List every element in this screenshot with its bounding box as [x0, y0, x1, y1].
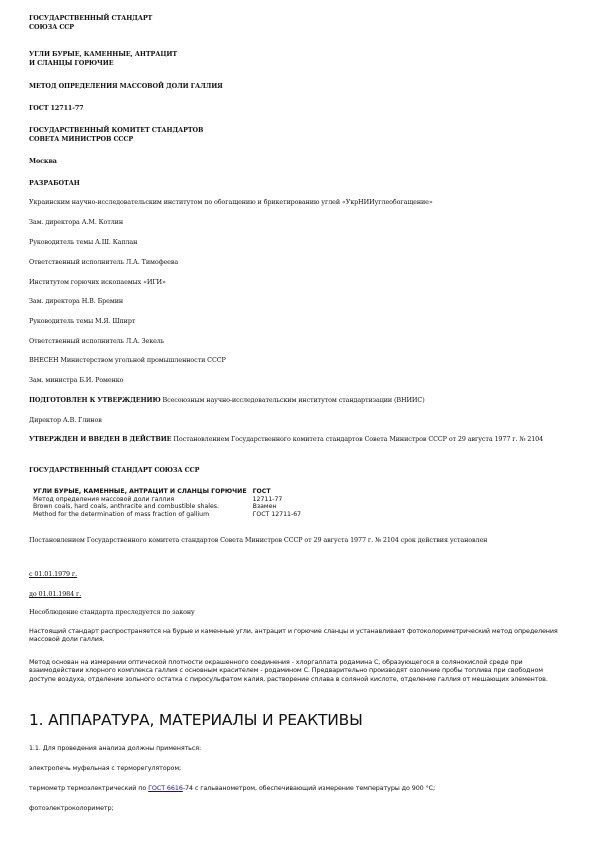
- section-p1: 1.1. Для проведения анализа должны применяться:: [29, 744, 202, 752]
- developed-org2: Институтом горючих ископаемых «ИГИ»: [29, 278, 166, 286]
- director-line: Директор А.В. Глинов: [29, 416, 102, 424]
- doc-header-line1: ГОСУДАРСТВЕННЫЙ СТАНДАРТ: [29, 14, 153, 22]
- title-table-row: [33, 488, 305, 496]
- validity-to: до 01.01.1984 г.: [29, 590, 82, 598]
- gost-6616-link[interactable]: ГОСТ 6616: [148, 784, 183, 792]
- developed-person6: Ответственный исполнитель Л.А. Зекель: [29, 337, 165, 345]
- title-table-row: [33, 511, 305, 519]
- title-table-right: ГОСТ: [252, 488, 271, 495]
- section-p3-end: -74 с гальванометром, обеспечивающий измерение температуры до 900 °С;: [182, 784, 436, 792]
- method-paragraph: Метод основан на измерении оптической плотности окрашенного соединения - хлоргаллата родамина С, образующегося в солянокислой среде при взаимодействии хлорного комплекса галлия с основным красителем - родамином С. Предварительно производят озоление пробы топлива при свободном доступе воздуха, отделение зольного остатка с пиросульфатом калия, растворение сплава в соляной кислоте, отделение галлия от мешающих элементов.: [29, 658, 548, 683]
- scope-paragraph: Настоящий стандарт распространяется на бурые и каменные угли, антрацит и горючие сланцы и устанавливает фотоколориметрический метод определения массовой доли галлия.: [29, 627, 558, 644]
- validity-text: Постановлением Государственного комитета стандартов Совета Министров СССР от 29 августа 1977 г. № 2104 срок действия установлен: [29, 536, 488, 544]
- doc-method: МЕТОД ОПРЕДЕЛЕНИЯ МАССОВОЙ ДОЛИ ГАЛЛИЯ: [29, 82, 223, 90]
- developed-person2: Руководитель темы А.Ш. Каплан: [29, 238, 138, 246]
- section-heading: 1. АППАРАТУРА, МАТЕРИАЛЫ И РЕАКТИВЫ: [29, 711, 363, 729]
- section-p3: [29, 784, 435, 792]
- section-p4: фотоэлектроколориметр;: [29, 804, 114, 812]
- prepared-line: [29, 396, 425, 404]
- approved-line: [29, 435, 564, 443]
- prepared-label: ПОДГОТОВЛЕН К УТВЕРЖДЕНИЮ: [29, 396, 161, 404]
- title-table-row: [33, 503, 305, 511]
- developed-person4: Зам. директора Н.В. Бремин: [29, 297, 124, 305]
- prepared-text: Всесоюзным научно-исследовательским институтом стандартизации (ВНИИС): [160, 396, 425, 404]
- introduced-line: ВНЕСЕН Министерством угольной промышленности СССР: [29, 356, 226, 364]
- approved-text: Постановлением Государственного комитета стандартов Совета Министров СССР от 29 августа 1977 г. № 2104: [171, 435, 544, 443]
- doc-title-line1: УГЛИ БУРЫЕ, КАМЕННЫЕ, АНТРАЦИТ: [29, 50, 177, 58]
- doc-city: Москва: [29, 157, 57, 165]
- section-p2: электропечь муфельная с терморегулятором;: [29, 764, 182, 772]
- title-table: [33, 488, 305, 518]
- doc-committee-line2: СОВЕТА МИНИСТРОВ СССР: [29, 135, 134, 143]
- validity-from: с 01.01.1979 г.: [29, 570, 78, 578]
- doc-committee-line1: ГОСУДАРСТВЕННЫЙ КОМИТЕТ СТАНДАРТОВ: [29, 126, 204, 134]
- title-table-row: [33, 496, 305, 504]
- developed-person5: Руководитель темы М.Я. Шпирт: [29, 317, 136, 325]
- title-table-left: Brown coals, hard coals, anthracite and combustible shales.: [33, 503, 219, 511]
- title-table-right: ГОСТ 12711-67: [252, 510, 302, 518]
- validity-penalty: Несоблюдение стандарта преследуется по закону: [29, 608, 195, 616]
- doc-title-line2: И СЛАНЦЫ ГОРЮЧИЕ: [29, 59, 114, 67]
- standard-header: ГОСУДАРСТВЕННЫЙ СТАНДАРТ СОЮЗА ССР: [29, 466, 200, 474]
- title-table-left: УГЛИ БУРЫЕ, КАМЕННЫЕ, АНТРАЦИТ И СЛАНЦЫ ГОРЮЧИЕ: [33, 488, 247, 495]
- title-table-left: Method for the determination of mass fraction of gallium: [33, 510, 210, 518]
- title-table-right: Взамен: [252, 503, 277, 511]
- doc-gost-number: ГОСТ 12711-77: [29, 104, 84, 112]
- title-table-left: Метод определения массовой доли галлия: [33, 495, 175, 503]
- developed-org1: Украинским научно-исследовательским институтом по обогащению и брикетированию углей «УкрНИИуглеобогащение»: [29, 198, 433, 206]
- doc-header-line2: СОЮЗА ССР: [29, 23, 74, 31]
- title-table-right: 12711-77: [252, 495, 283, 503]
- developed-person1: Зам. директора А.М. Котлин: [29, 218, 123, 226]
- developed-person3: Ответственный исполнитель Л.А. Тимофеева: [29, 258, 179, 266]
- section-p3-start: термометр термоэлектрический по: [29, 784, 149, 792]
- deputy-minister: Зам. министра Б.И. Роменко: [29, 376, 124, 384]
- developed-label: РАЗРАБОТАН: [29, 179, 80, 187]
- approved-label: УТВЕРЖДЕН И ВВЕДЕН В ДЕЙСТВИЕ: [29, 435, 172, 443]
